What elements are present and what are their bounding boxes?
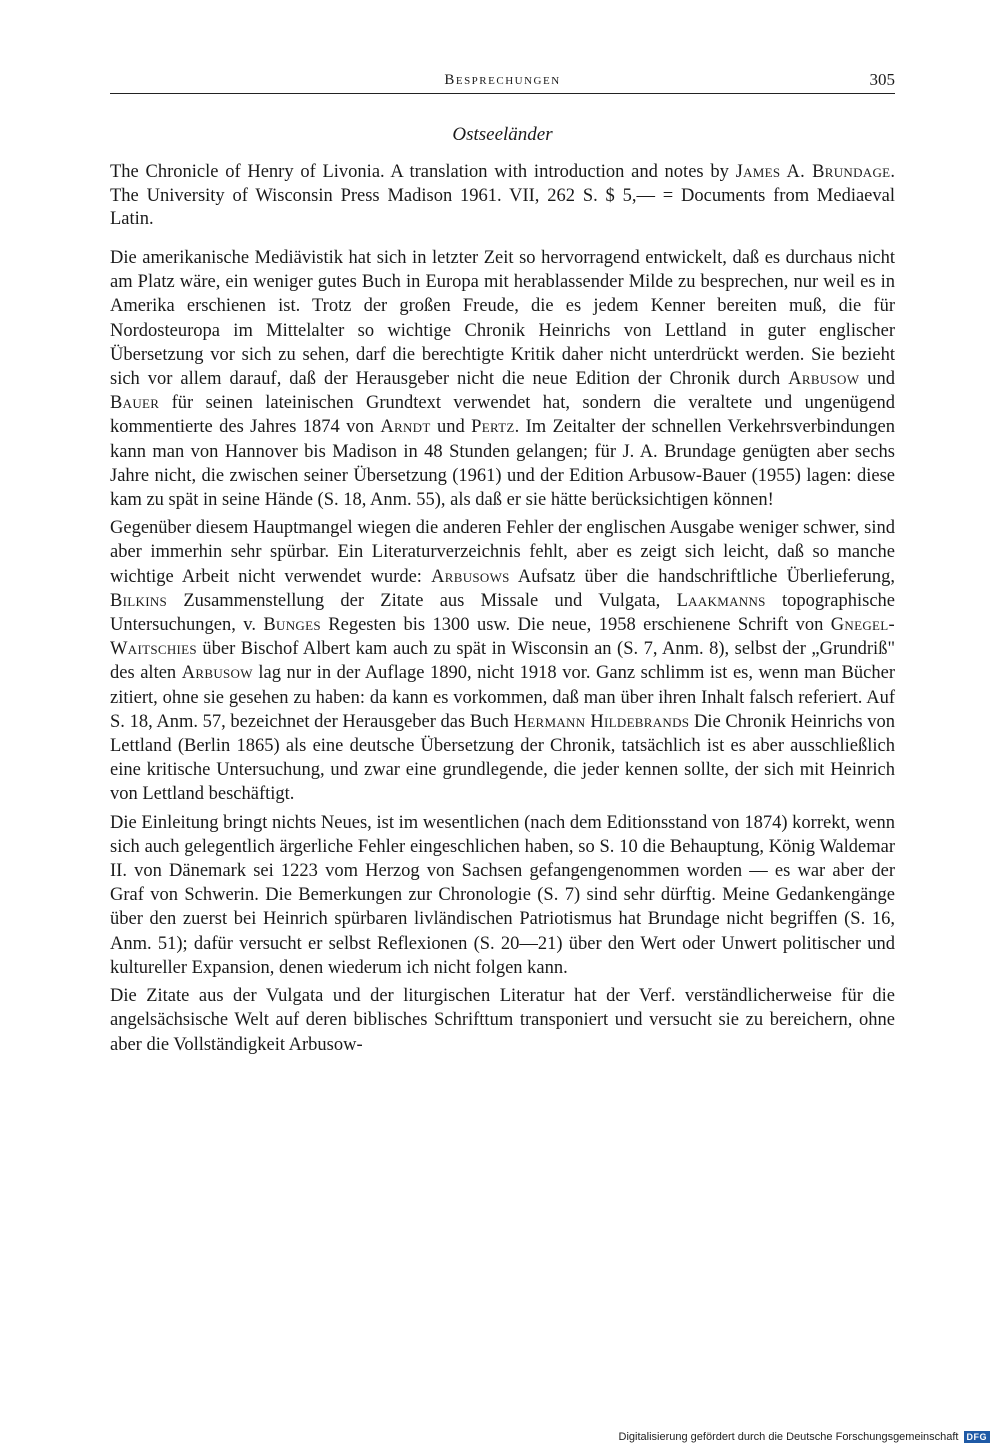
text-run: über Bischof Albert kam auch zu spät in Wisconsin an (S. 7, Anm. 8), selbst der „Grundriß" des alten [110,639,895,684]
review-body [110,246,895,1061]
dfg-logo: DFG [964,1431,991,1443]
section-title: Ostseeländer [452,124,553,145]
author-name: Arbusows [431,566,510,587]
author-name: Bunges [263,615,321,636]
paragraph-4: Die Zitate aus der Vulgata und der liturgischen Literatur hat der Verf. verständlicherweise für die angelsächsische Welt auf deren biblisches Schrifttum transponiert und versucht sie zu bereichern, ohne aber die Vollständigkeit Arbusow- [110,986,895,1055]
text-run: . Im Zeitalter der schnellen Verkehrsverbindungen kann man von Hannover bis Madison in 48 Stunden gelangen; für J. A. Brundage genügten aber sechs Jahre nicht, die zwischen seiner Übersetzung (1961) und der Edition Arbusow-Bauer (1955) lagen: diese kam zu spät in seine Hände (S. 18, Anm. 55), als daß er sie hätte berücksichtigen können! [110,417,896,511]
footer-text: Digitalisierung gefördert durch die Deutsche Forschungsgemeinschaft [618,1431,959,1443]
author-name: Pertz [471,417,515,438]
page-number: 305 [869,70,895,89]
text-run: für seinen lateinischen Grundtext verwendet hat, sondern die veraltete und ungenügend kommentierte des Jahres 1874 von [110,393,895,438]
entry-author: James A. Brundage [735,162,891,182]
text-run: topographische Untersuchungen, v. [110,590,895,636]
author-name: Hermann Hildebrands [513,711,690,732]
header-rule [110,93,895,94]
author-name: Gnegel-Waitschies [110,615,895,660]
paragraph-2 [110,516,895,806]
text-run: Gegenüber diesem Hauptmangel wiegen die anderen Fehler der englischen Ausgabe weniger schwer, sind aber immerhin sehr spürbar. Ein Literaturverzeichnis fehlt, aber es zeigt sich leicht, daß so manche wichtige Arbeit nicht verwendet wurde: [110,518,895,587]
digitization-footer [619,1431,990,1443]
text-run: lag nur in der Auflage 1890, nicht 1918 vor. Ganz schlimm ist es, wenn man Bücher zitiert, ohne sie gesehen zu haben: da kann es vorkommen, daß man über ihren Inhalt falsch referiert. Auf S. 18, Anm. 57, bezeichnet der Herausgeber das Buch [110,663,895,732]
running-header [110,72,895,92]
text-run: Die Chronik Heinrichs von Lettland (Berlin 1865) als eine deutsche Übersetzung der Chronik, tatsächlich ist es aber ausschließlich eine kritische Untersuchung, und zwar eine grundlegende, die jeder kennen sollte, der sich mit Heinrich von Lettland beschäftigt. [110,711,895,805]
entry-publisher: . The University of Wisconsin Press Madison 1961. VII, 262 S. $ 5,— = Documents from Mediaeval Latin. [110,162,895,230]
paragraph-3: Die Einleitung bringt nichts Neues, ist im wesentlichen (nach dem Editionsstand von 1874) korrekt, wenn sich auch gelegentlich ärgerliche Fehler eingeschlichen haben, so S. 10 die Behauptung, König Waldemar II. von Dänemark sei 1223 vom Herzog von Sachsen gefangengenommen worden — es war aber der Graf von Schwerin. Die Bemerkungen zur Chronologie (S. 7) sind sehr dürftig. Meine Gedankengänge über den zuerst bei Heinrich spürbaren livländischen Patriotismus hat Brundage nicht begriffen (S. 16, Anm. 51); dafür versucht er selbst Reflexionen (S. 20—21) über den Wert oder Unwert politischer und kultureller Expansion, denen wiederum ich nicht folgen kann. [110,812,895,978]
author-name: Bauer [110,393,160,414]
paragraph-1 [110,246,895,512]
author-name: Bilkins [110,590,168,611]
running-header-title: Besprechungen [444,72,561,88]
author-name: Arbusow [788,369,860,390]
entry-title: The Chronicle of Henry of Livonia. A translation with introduction and notes by [110,162,736,182]
text-run: Aufsatz über die handschriftliche Überlieferung, [509,566,895,587]
author-name: Arndt [380,417,431,438]
text-run: Die amerikanische Mediävistik hat sich in letzter Zeit so hervorragend entwickelt, daß es durchaus nicht am Platz wäre, ein weniger gutes Buch in Europa mit herablassender Milde zu besprechen, nur weil es in Amerika erschienen ist. Trotz der großen Freude, die es jedem Kenner bereiten muß, die für Nordosteuropa im Mittelalter so wichtige Chronik Heinrichs von Lettland in guter englischer Übersetzung vor sich zu sehen, darf die berechtigte Kritik daher nicht unterdrückt werden. Sie bezieht sich vor allem darauf, daß der Herausgeber nicht die neue Edition der Chronik durch [110,248,895,390]
text-run: Regesten bis 1300 usw. Die neue, 1958 erschienene Schrift von [320,615,831,636]
text-run: und [859,369,896,390]
bibliographic-entry [110,161,895,232]
author-name: Laakmanns [676,590,766,611]
text-run: und [430,417,472,438]
author-name: Arbusow [181,663,253,684]
text-run: Zusammenstellung der Zitate aus Missale und Vulgata, [167,590,677,611]
